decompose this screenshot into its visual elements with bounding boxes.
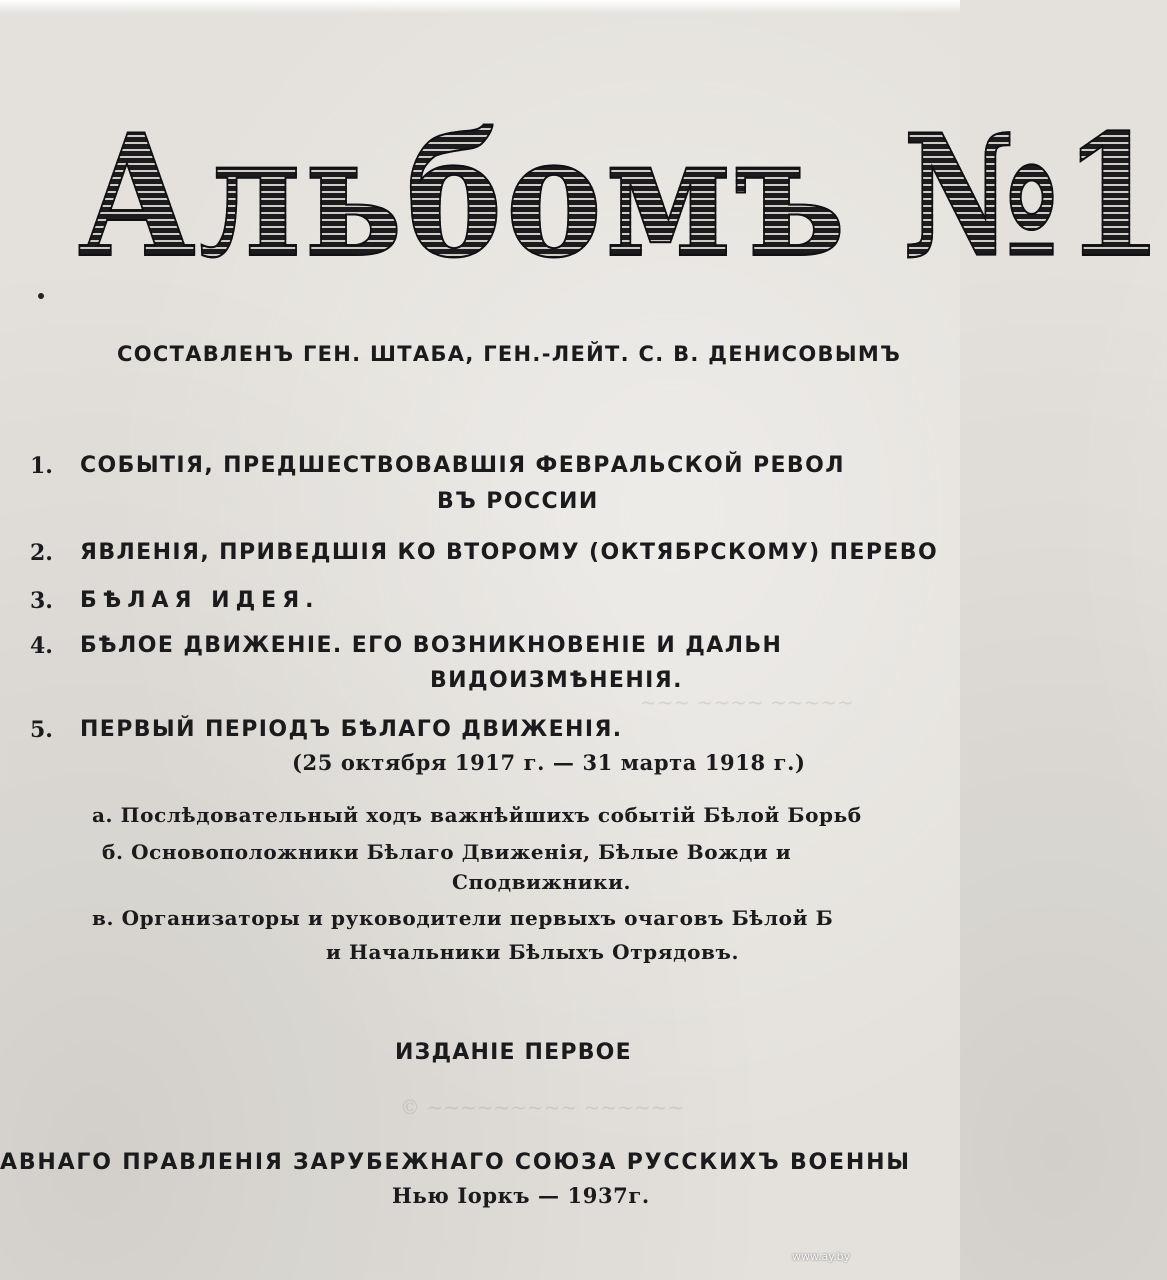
subitem-line: Сподвижники.	[452, 870, 632, 894]
subitem-line: б. Основоположники Бѣлаго Движенія, Бѣлые Вожди и	[102, 840, 792, 864]
paper-edge	[0, 0, 960, 14]
item-number: 4.	[30, 633, 53, 659]
ink-dot	[38, 293, 44, 299]
item-number: 1.	[30, 453, 53, 479]
album-title	[78, 96, 1167, 306]
show-through-text: ~~~ ~~~~ ~~~~~	[640, 690, 854, 714]
item-number: 5.	[30, 717, 53, 743]
item-number: 3.	[30, 588, 53, 614]
subitem-line: и Начальники Бѣлыхъ Отрядовъ.	[326, 940, 740, 964]
item-number: 2.	[30, 540, 53, 566]
item-date-range: (25 октября 1917 г. — 31 марта 1918 г.)	[292, 750, 806, 775]
item-line: ПЕРВЫЙ ПЕРІОДЪ БѢЛАГО ДВИЖЕНІЯ.	[80, 717, 623, 742]
edition: ИЗДАНІЕ ПЕРВОЕ	[395, 1040, 632, 1065]
watermark: www.ay.by	[792, 1250, 851, 1263]
publisher: АВНАГО ПРАВЛЕНІЯ ЗАРУБЕЖНАГО СОЮЗА РУССКИХЪ ВОЕННЫ	[0, 1150, 911, 1175]
subitem-line: в. Организаторы и руководители первыхъ очаговъ Бѣлой Б	[92, 906, 834, 930]
place-year: Нью Іоркъ — 1937г.	[392, 1183, 650, 1208]
compiled-by: СОСТАВЛЕНЪ ГЕН. ШТАБА, ГЕН.-ЛЕЙТ. С. В. ДЕНИСОВЫМЪ	[117, 342, 902, 366]
item-line: СОБЫТІЯ, ПРЕДШЕСТВОВАВШІЯ ФЕВРАЛЬСКОЙ РЕВОЛ	[80, 453, 845, 478]
item-line: ВЪ РОССИИ	[437, 489, 599, 514]
item-line: ВИДОИЗМѢНЕНІЯ.	[430, 668, 683, 693]
show-through-text: © ~~~~~~~~~ ~~~~~~	[400, 1095, 685, 1119]
item-line: БѢЛАЯ ИДЕЯ.	[80, 588, 320, 613]
subitem-line: а. Послѣдовательный ходъ важнѣйшихъ событій Бѣлой Борьб	[92, 803, 862, 827]
album-title-text: Альбомъ №1	[78, 97, 1167, 295]
item-line: БѢЛОЕ ДВИЖЕНІЕ. ЕГО ВОЗНИКНОВЕНІЕ И ДАЛЬН	[80, 633, 783, 658]
item-line: ЯВЛЕНІЯ, ПРИВЕДШІЯ КО ВТОРОМУ (ОКТЯБРСКОМУ) ПЕРЕВО	[80, 540, 939, 565]
